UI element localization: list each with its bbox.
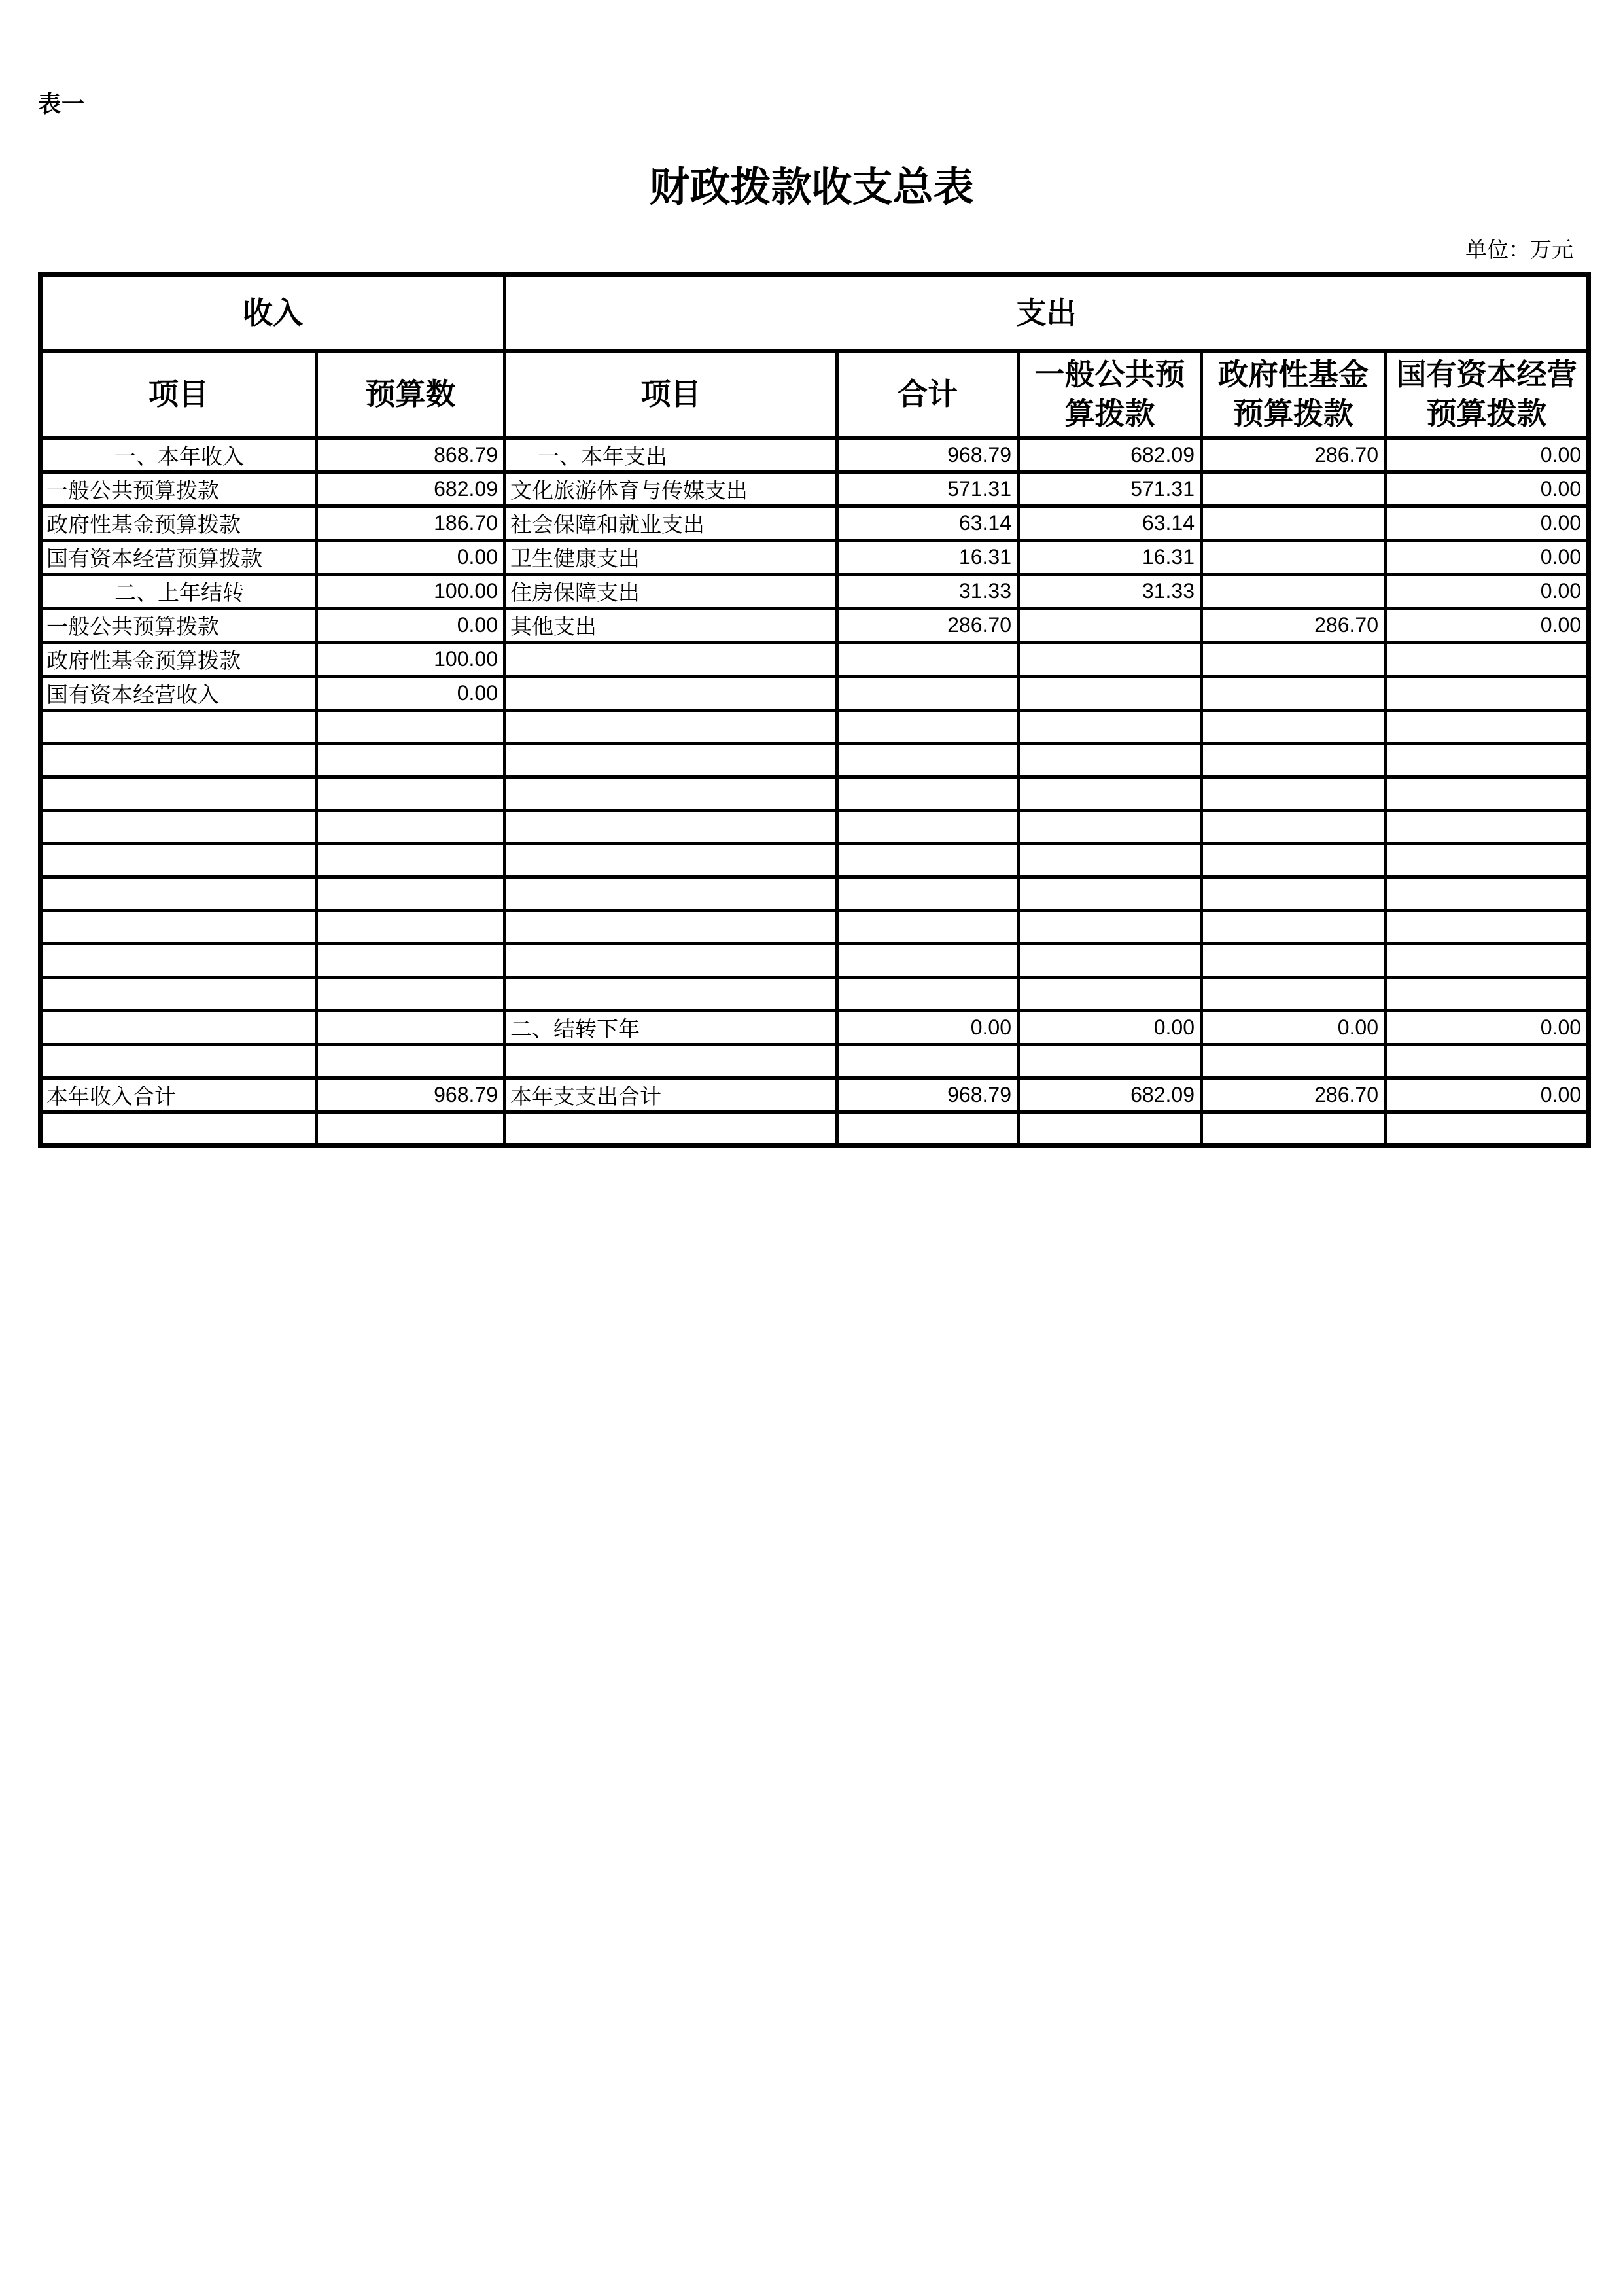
value-cell <box>317 811 505 844</box>
value-cell <box>1386 777 1589 811</box>
value-cell: 0.00 <box>317 540 505 574</box>
value-cell <box>837 777 1019 811</box>
item-cell: 政府性基金预算拨款 <box>41 506 317 540</box>
item-cell <box>41 844 317 877</box>
item-cell: 二、结转下年 <box>505 1011 837 1045</box>
value-cell <box>1202 911 1386 944</box>
value-cell: 100.00 <box>317 643 505 677</box>
value-cell <box>1202 1112 1386 1146</box>
value-cell: 286.70 <box>1202 1078 1386 1112</box>
value-cell <box>317 1011 505 1045</box>
value-cell <box>1386 944 1589 978</box>
table-row <box>41 643 1589 677</box>
table-row <box>41 911 1589 944</box>
value-cell <box>1202 811 1386 844</box>
value-cell <box>1202 1045 1386 1078</box>
column-header-budget-amount: 预算数 <box>317 351 505 438</box>
value-cell <box>1386 811 1589 844</box>
value-cell <box>1202 506 1386 540</box>
value-cell: 0.00 <box>317 609 505 643</box>
table-row <box>41 711 1589 744</box>
item-cell <box>41 1045 317 1078</box>
value-cell: 16.31 <box>837 540 1019 574</box>
value-cell <box>1202 844 1386 877</box>
value-cell <box>317 978 505 1011</box>
item-cell <box>505 744 837 777</box>
value-cell <box>837 811 1019 844</box>
column-header-row <box>41 351 1589 438</box>
item-cell: 住房保障支出 <box>505 574 837 609</box>
item-cell <box>505 978 837 1011</box>
item-cell: 国有资本经营收入 <box>41 677 317 711</box>
value-cell: 0.00 <box>837 1011 1019 1045</box>
item-cell: 本年支支出合计 <box>505 1078 837 1112</box>
column-header-income-item: 项目 <box>41 351 317 438</box>
value-cell <box>1202 744 1386 777</box>
item-cell: 一般公共预算拨款 <box>41 472 317 506</box>
value-cell: 31.33 <box>837 574 1019 609</box>
value-cell <box>1202 574 1386 609</box>
table-row <box>41 944 1589 978</box>
value-cell <box>1386 711 1589 744</box>
value-cell <box>317 877 505 911</box>
column-header-general-budget: 一般公共预算拨款 <box>1019 351 1202 438</box>
value-cell <box>1202 877 1386 911</box>
item-cell <box>41 744 317 777</box>
value-cell <box>1019 677 1202 711</box>
value-cell <box>1202 711 1386 744</box>
item-cell <box>505 811 837 844</box>
item-cell <box>505 1045 837 1078</box>
value-cell <box>1202 540 1386 574</box>
value-cell <box>837 911 1019 944</box>
item-cell <box>505 677 837 711</box>
value-cell <box>317 911 505 944</box>
value-cell <box>1019 811 1202 844</box>
item-cell <box>41 1112 317 1146</box>
value-cell <box>1019 877 1202 911</box>
value-cell <box>837 1112 1019 1146</box>
value-cell: 682.09 <box>1019 438 1202 472</box>
value-cell <box>1202 472 1386 506</box>
table-row <box>41 677 1589 711</box>
value-cell <box>1386 1112 1589 1146</box>
item-cell <box>505 844 837 877</box>
unit-note: 单位：万元 <box>1465 239 1573 262</box>
table-header <box>41 275 1589 438</box>
value-cell <box>1019 844 1202 877</box>
value-cell <box>1019 978 1202 1011</box>
value-cell <box>1019 711 1202 744</box>
item-cell: 其他支出 <box>505 609 837 643</box>
item-cell <box>505 1112 837 1146</box>
value-cell <box>317 744 505 777</box>
table-row <box>41 844 1589 877</box>
value-cell <box>837 677 1019 711</box>
value-cell <box>1386 744 1589 777</box>
value-cell: 286.70 <box>1202 609 1386 643</box>
item-cell: 文化旅游体育与传媒支出 <box>505 472 837 506</box>
item-cell: 卫生健康支出 <box>505 540 837 574</box>
value-cell: 186.70 <box>317 506 505 540</box>
value-cell <box>837 844 1019 877</box>
value-cell <box>1019 1045 1202 1078</box>
item-cell: 一、本年收入 <box>41 438 317 472</box>
value-cell <box>1202 944 1386 978</box>
table-row <box>41 506 1589 540</box>
value-cell <box>837 744 1019 777</box>
column-header-expenditure-item: 项目 <box>505 351 837 438</box>
table-row <box>41 744 1589 777</box>
item-cell <box>41 777 317 811</box>
value-cell: 968.79 <box>837 1078 1019 1112</box>
value-cell <box>1019 777 1202 811</box>
value-cell <box>1386 1045 1589 1078</box>
value-cell <box>317 711 505 744</box>
group-header-expenditure: 支出 <box>505 275 1589 351</box>
value-cell: 868.79 <box>317 438 505 472</box>
value-cell: 0.00 <box>1386 506 1589 540</box>
value-cell <box>837 643 1019 677</box>
item-cell: 国有资本经营预算拨款 <box>41 540 317 574</box>
value-cell <box>1386 677 1589 711</box>
item-cell <box>41 1011 317 1045</box>
value-cell <box>317 777 505 811</box>
value-cell: 0.00 <box>1386 472 1589 506</box>
value-cell <box>317 1112 505 1146</box>
item-cell <box>41 811 317 844</box>
value-cell <box>1386 877 1589 911</box>
value-cell <box>317 844 505 877</box>
table-row <box>41 1112 1589 1146</box>
value-cell <box>317 944 505 978</box>
value-cell <box>1386 911 1589 944</box>
item-cell <box>505 911 837 944</box>
sheet-label: 表一 <box>38 92 86 117</box>
value-cell: 100.00 <box>317 574 505 609</box>
column-header-state-capital: 国有资本经营预算拨款 <box>1386 351 1589 438</box>
value-cell: 63.14 <box>837 506 1019 540</box>
value-cell: 0.00 <box>1386 438 1589 472</box>
value-cell <box>1019 944 1202 978</box>
item-cell: 一、本年支出 <box>505 438 837 472</box>
item-cell <box>505 777 837 811</box>
value-cell <box>1202 777 1386 811</box>
value-cell: 0.00 <box>1019 1011 1202 1045</box>
value-cell <box>1019 1112 1202 1146</box>
value-cell <box>1019 911 1202 944</box>
item-cell <box>41 877 317 911</box>
table-row <box>41 1011 1589 1045</box>
item-cell <box>41 944 317 978</box>
value-cell <box>1019 744 1202 777</box>
table-row <box>41 438 1589 472</box>
value-cell <box>837 978 1019 1011</box>
table-row <box>41 1045 1589 1078</box>
value-cell: 0.00 <box>317 677 505 711</box>
summary-table <box>38 272 1591 1148</box>
table-row <box>41 540 1589 574</box>
value-cell: 0.00 <box>1386 540 1589 574</box>
value-cell <box>1386 844 1589 877</box>
item-cell: 社会保障和就业支出 <box>505 506 837 540</box>
value-cell <box>837 711 1019 744</box>
value-cell: 0.00 <box>1386 1011 1589 1045</box>
value-cell: 0.00 <box>1202 1011 1386 1045</box>
value-cell: 286.70 <box>837 609 1019 643</box>
table-row <box>41 978 1589 1011</box>
value-cell: 682.09 <box>317 472 505 506</box>
value-cell: 0.00 <box>1386 1078 1589 1112</box>
table-row <box>41 877 1589 911</box>
item-cell <box>505 877 837 911</box>
table-row <box>41 574 1589 609</box>
table-body <box>41 438 1589 1146</box>
value-cell: 968.79 <box>317 1078 505 1112</box>
group-header-income: 收入 <box>41 275 505 351</box>
value-cell <box>837 944 1019 978</box>
value-cell <box>1019 609 1202 643</box>
value-cell <box>1202 643 1386 677</box>
item-cell: 一般公共预算拨款 <box>41 609 317 643</box>
value-cell <box>837 1045 1019 1078</box>
table-row <box>41 472 1589 506</box>
value-cell: 682.09 <box>1019 1078 1202 1112</box>
item-cell: 二、上年结转 <box>41 574 317 609</box>
value-cell: 63.14 <box>1019 506 1202 540</box>
item-cell: 本年收入合计 <box>41 1078 317 1112</box>
item-cell: 政府性基金预算拨款 <box>41 643 317 677</box>
table-row <box>41 609 1589 643</box>
value-cell: 0.00 <box>1386 574 1589 609</box>
value-cell <box>1386 978 1589 1011</box>
value-cell <box>1386 643 1589 677</box>
column-header-gov-fund-budget: 政府性基金预算拨款 <box>1202 351 1386 438</box>
group-header-row <box>41 275 1589 351</box>
value-cell: 31.33 <box>1019 574 1202 609</box>
value-cell: 16.31 <box>1019 540 1202 574</box>
page-title: 财政拨款收支总表 <box>649 166 974 210</box>
item-cell <box>41 711 317 744</box>
value-cell <box>1202 978 1386 1011</box>
value-cell <box>317 1045 505 1078</box>
value-cell <box>1202 677 1386 711</box>
column-header-total: 合计 <box>837 351 1019 438</box>
value-cell <box>837 877 1019 911</box>
value-cell: 0.00 <box>1386 609 1589 643</box>
item-cell <box>505 711 837 744</box>
item-cell <box>505 643 837 677</box>
value-cell: 286.70 <box>1202 438 1386 472</box>
value-cell: 571.31 <box>837 472 1019 506</box>
value-cell <box>1019 643 1202 677</box>
item-cell <box>41 978 317 1011</box>
value-cell: 571.31 <box>1019 472 1202 506</box>
table-row <box>41 811 1589 844</box>
table-row <box>41 777 1589 811</box>
item-cell <box>505 944 837 978</box>
item-cell <box>41 911 317 944</box>
value-cell: 968.79 <box>837 438 1019 472</box>
table-row <box>41 1078 1589 1112</box>
